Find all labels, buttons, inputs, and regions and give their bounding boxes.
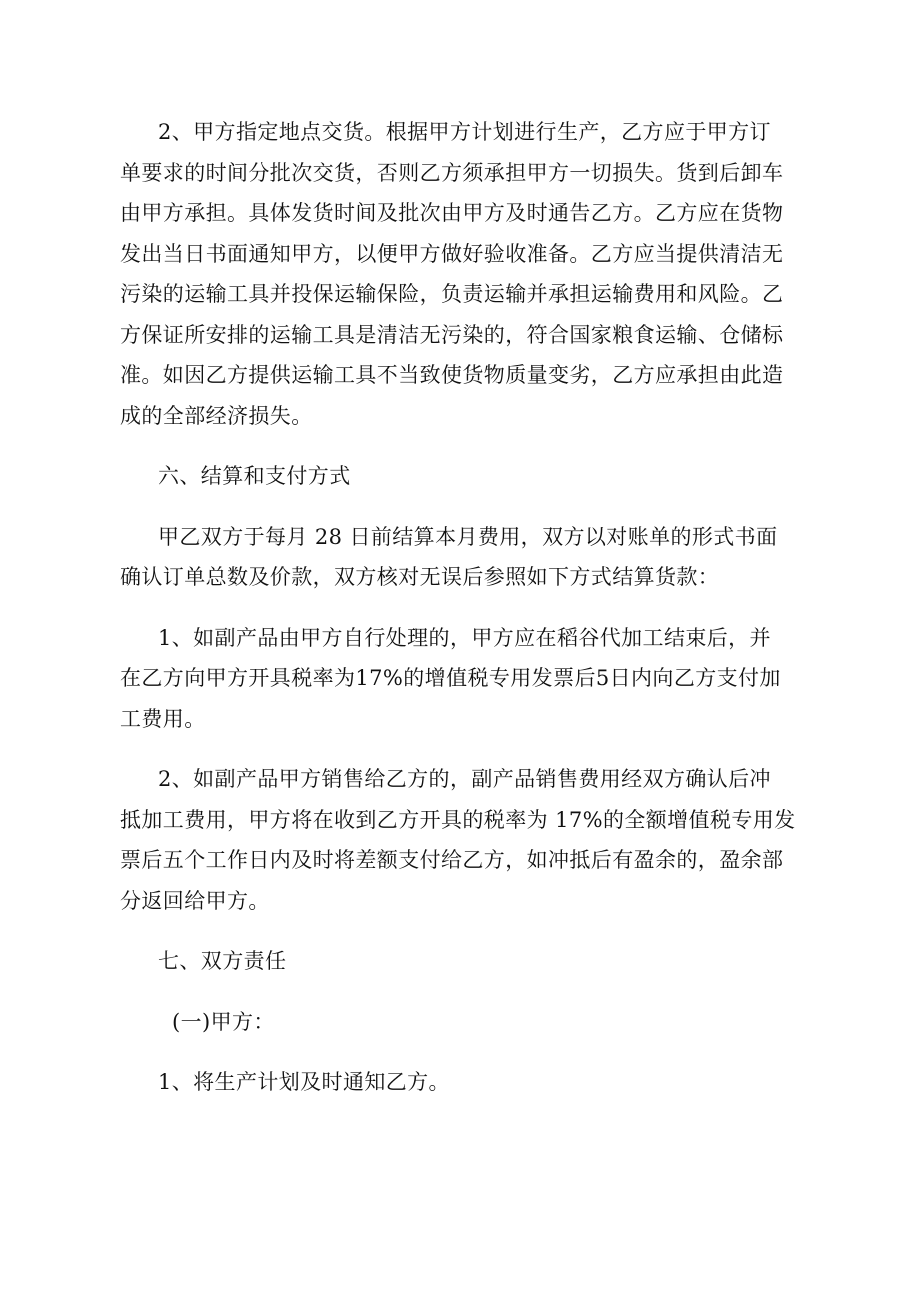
section-heading-responsibilities — [158, 941, 802, 982]
paragraph-delivery — [120, 112, 802, 436]
text-line: 工费用。 — [120, 706, 206, 731]
text-line: 成的全部经济损失。 — [120, 403, 313, 428]
section-heading-settlement — [158, 456, 802, 497]
paragraph-byproduct-sale — [120, 759, 802, 921]
text-line: 污染的运输工具并投保运输保险，负责运输并承担运输费用和风险。乙 — [120, 282, 784, 306]
text-line: 1、将生产计划及时通知乙方。 — [158, 1070, 450, 1094]
text-line: 2、甲方指定地点交货。根据甲方计划进行生产，乙方应于甲方订 — [158, 120, 771, 144]
text-line: 方保证所安排的运输工具是清洁无污染的，符合国家粮食运输、仓储标 — [120, 322, 784, 347]
text-line: 发出当日书面通知甲方，以便甲方做好验收准备。乙方应当提供清洁无 — [120, 241, 784, 266]
text-line: 抵加工费用，甲方将在收到乙方开具的税率为 17%的全额增值税专用发 — [120, 807, 796, 832]
text-line: 单要求的时间分批次交货，否则乙方须承担甲方一切损失。货到后卸车 — [120, 160, 784, 185]
text-line: 分返回给甲方。 — [120, 888, 270, 913]
text-line: 甲乙双方于每月 28 日前结算本月费用，双方以对账单的形式书面 — [158, 524, 778, 549]
text-line: 2、如副产品甲方销售给乙方的，副产品销售费用经双方确认后冲 — [158, 767, 771, 791]
text-line: 由甲方承担。具体发货时间及批次由甲方及时通告乙方。乙方应在货物 — [120, 201, 784, 225]
text-line: 在乙方向甲方开具税率为17%的增值税专用发票后5日内向乙方支付加 — [120, 666, 781, 690]
text-line: 准。如因乙方提供运输工具不当致使货物质量变劣，乙方应承担由此造 — [120, 363, 784, 387]
document-body — [120, 112, 802, 1123]
text-line: 票后五个工作日内及时将差额支付给乙方，如冲抵后有盈余的，盈余部 — [120, 848, 784, 872]
text-line: 确认订单总数及价款，双方核对无误后参照如下方式结算货款： — [120, 565, 720, 589]
list-item — [158, 1062, 802, 1103]
text-line: 1、如副产品由甲方自行处理的，甲方应在稻谷代加工结束后，并 — [158, 625, 771, 650]
paragraph-settlement — [120, 517, 802, 598]
heading-text: 七、双方责任 — [158, 949, 287, 973]
subsection-text: (一)甲方： — [172, 1009, 275, 1034]
heading-text: 六、结算和支付方式 — [158, 464, 351, 488]
subsection-party-a — [172, 1002, 802, 1043]
paragraph-byproduct-self — [120, 618, 802, 740]
